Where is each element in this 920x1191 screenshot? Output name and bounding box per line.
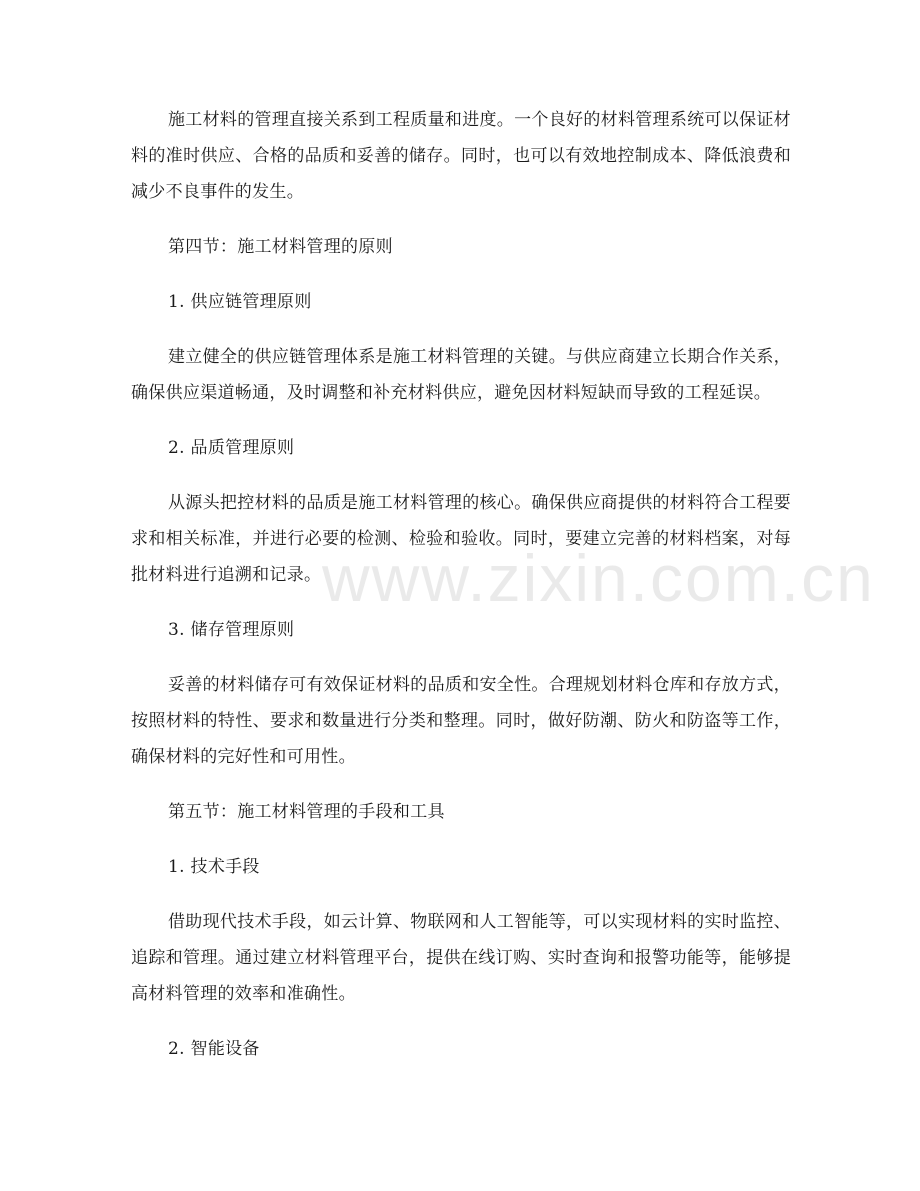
- subheading-storage: 3. 储存管理原则: [168, 620, 295, 640]
- watermark-text: www.zixin.com.cn: [322, 541, 875, 615]
- subheading-quality: 2. 品质管理原则: [168, 438, 295, 458]
- paragraph-supply-chain: 建立健全的供应链管理体系是施工材料管理的关键。与供应商建立长期合作关系，确保供应渠道畅通，及时调整和补充材料供应，避免因材料短缺而导致的工程延误。: [131, 347, 791, 403]
- paragraph-quality: 从源头把控材料的品质是施工材料管理的核心。确保供应商提供的材料符合工程要求和相关标准，并进行必要的检测、检验和验收。同时，要建立完善的材料档案，对每批材料进行追溯和记录。: [131, 493, 791, 585]
- subheading-technical-means: 1. 技术手段: [168, 857, 260, 877]
- document-body: [131, 102, 791, 1086]
- section-heading-5: 第五节：施工材料管理的手段和工具: [168, 802, 445, 822]
- section-heading-4: 第四节：施工材料管理的原则: [168, 237, 393, 257]
- intro-paragraph: 施工材料的管理直接关系到工程质量和进度。一个良好的材料管理系统可以保证材料的准时供应、合格的品质和妥善的储存。同时，也可以有效地控制成本、降低浪费和减少不良事件的发生。: [131, 110, 791, 202]
- paragraph-storage: 妥善的材料储存可有效保证材料的品质和安全性。合理规划材料仓库和存放方式，按照材料的特性、要求和数量进行分类和整理。同时，做好防潮、防火和防盗等工作，确保材料的完好性和可用性。: [131, 675, 791, 767]
- paragraph-technical-means: 借助现代技术手段，如云计算、物联网和人工智能等，可以实现材料的实时监控、追踪和管理。通过建立材料管理平台，提供在线订购、实时查询和报警功能等，能够提高材料管理的效率和准确性。: [131, 912, 791, 1004]
- subheading-supply-chain: 1. 供应链管理原则: [168, 292, 312, 312]
- subheading-smart-devices: 2. 智能设备: [168, 1039, 260, 1059]
